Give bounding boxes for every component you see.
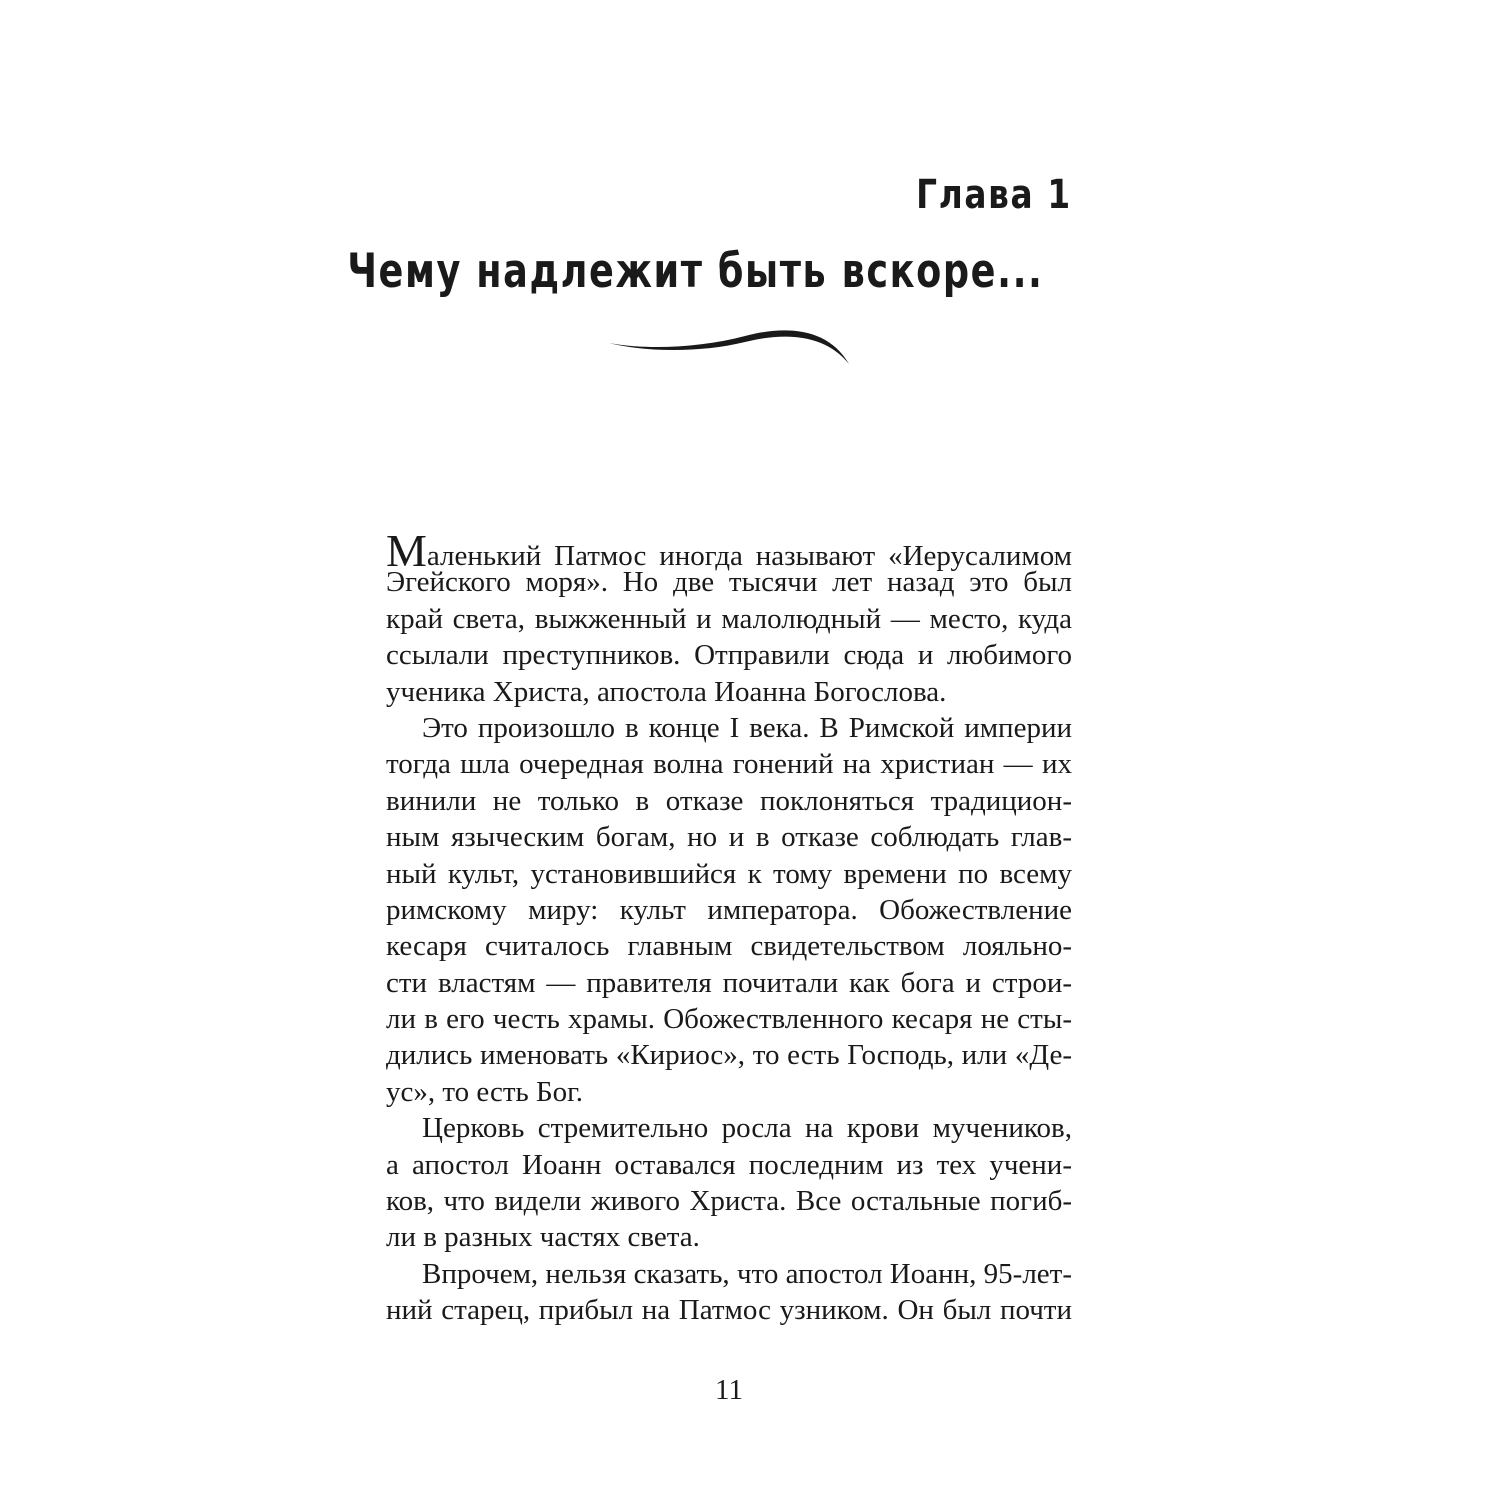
text-line: ли в его честь храмы. Обожествленного кесаря не сты- <box>386 1003 1072 1036</box>
flourish-ornament <box>605 318 855 370</box>
text-line: Впрочем, нельзя сказать, что апостол Иоанн, 95-лет- <box>422 1257 1072 1290</box>
text-line: ученика Христа, апостола Иоанна Богослова. <box>386 675 947 708</box>
text-line: ссылали преступников. Отправили сюда и любимого <box>386 639 1072 672</box>
text-line: кесаря считалось главным свидетельством лояльно- <box>386 930 1072 963</box>
text-line: Эгейского моря». Но две тысячи лет назад это был <box>386 566 1072 599</box>
text-line: ус», то есть Бог. <box>386 1075 584 1108</box>
text-line: Маленький Патмос иногда называют «Иерусалимом <box>386 525 1072 576</box>
text-line: римскому миру: культ императора. Обожествление <box>386 893 1072 926</box>
text-line: ли в разных частях света. <box>386 1221 700 1254</box>
chapter-number: Глава 1 <box>916 172 1072 218</box>
text-line: а апостол Иоанн оставался последним из тех учени- <box>386 1148 1072 1181</box>
text-line: Это произошло в конце I века. В Римской империи <box>422 711 1072 744</box>
chapter-title: Чему надлежит быть вскоре... <box>347 244 1044 299</box>
text-line: ков, что видели живого Христа. Все остальные погиб- <box>386 1185 1072 1218</box>
text-line: дились именовать «Кириос», то есть Господь, или «Де- <box>386 1039 1072 1072</box>
body-text <box>386 525 1072 1329</box>
text-line: сти властям — правителя почитали как бога и строи- <box>386 966 1072 999</box>
text-line: ным языческим богам, но и в отказе соблюдать глав- <box>386 821 1072 854</box>
text-line: Церковь стремительно росла на крови мучеников, <box>422 1112 1072 1145</box>
text-line: ний старец, прибыл на Патмос узником. Он был почти <box>386 1294 1072 1327</box>
text-line: ный культ, установившийся к тому времени по всему <box>386 857 1072 890</box>
drop-cap: М <box>386 525 427 576</box>
page-number: 11 <box>715 1374 743 1406</box>
text-line: тогда шла очередная волна гонений на христиан — их <box>386 748 1072 781</box>
text-line: край света, выжженный и малолюдный — место, куда <box>386 602 1072 635</box>
text-line: винили не только в отказе поклоняться традицион- <box>386 784 1072 817</box>
